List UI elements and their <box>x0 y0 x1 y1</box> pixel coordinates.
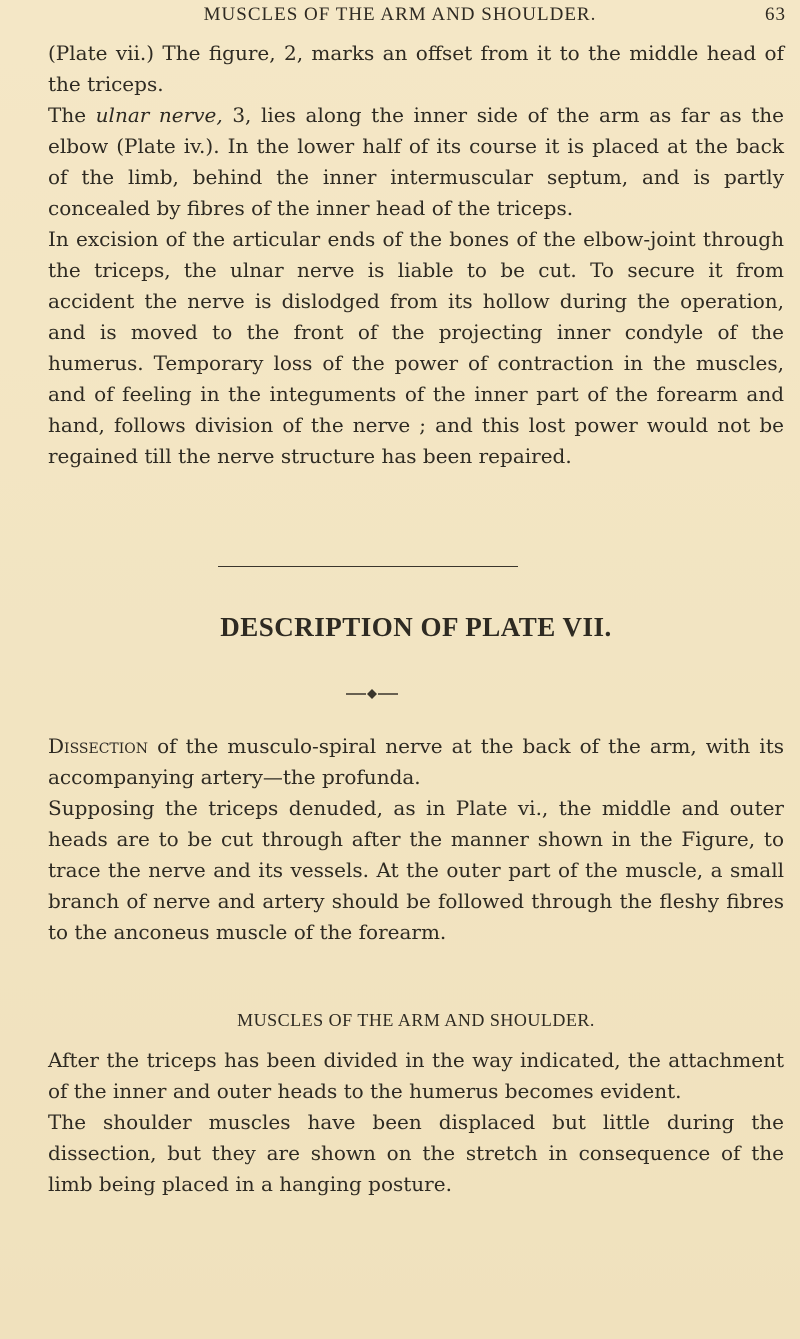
running-title: MUSCLES OF THE ARM AND SHOULDER. <box>203 4 597 25</box>
text-rest: 3, lies along the inner side of the arm as far as the elbow (Plate iv.). In the lower half of its course it is placed at the back of the limb, behind the inner intermuscular septum, and is partly concealed by fibres of the inner head of the triceps. <box>48 103 784 220</box>
paragraph: Supposing the triceps denuded, as in Plate vi., the middle and outer heads are to be cut through after the manner shown in the Figure, to trace the nerve and its vessels. At the outer part of the muscle, a small branch of nerve and artery should be followed through the fleshy fibres to the anconeus muscle of the forearm. <box>48 796 784 944</box>
paragraph: (Plate vii.) The figure, 2, marks an offset from it to the middle head of the triceps. <box>48 41 784 96</box>
paragraph-ulnar-nerve <box>48 100 784 224</box>
section-heading: MUSCLES OF THE ARM AND SHOULDER. <box>237 1010 595 1030</box>
page-number: 63 <box>765 4 786 25</box>
paragraph: After the triceps has been divided in the way indicated, the attachment of the inner and outer heads to the humerus becomes evident. <box>48 1048 784 1103</box>
text-rest: of the musculo-spiral nerve at the back of the arm, with its accompanying artery—the profunda. <box>48 734 784 789</box>
section-ulnar-nerve <box>48 38 784 472</box>
italic-term: ulnar nerve, <box>95 103 223 127</box>
divider-rule <box>218 566 518 567</box>
text-lead: The <box>48 103 96 127</box>
dissection-lead: Dissection <box>48 734 149 758</box>
section-plate-description <box>48 731 784 948</box>
paragraph-dissection <box>48 731 784 793</box>
paragraph: In excision of the articular ends of the bones of the elbow-joint through the triceps, the ulnar nerve is liable to be cut. To secure it from accident the nerve is dislodged from its hollow during the operation, and is moved to the front of the projecting inner condyle of the humerus. Temporary loss of the power of contraction in the muscles, and of feeling in the integuments of the inner part of the forearm and hand, follows division of the nerve ; and this lost power would not be regained till the nerve structure has been repaired. <box>48 227 784 468</box>
plate-heading: DESCRIPTION OF PLATE VII. <box>220 612 612 642</box>
section-muscles <box>48 1045 784 1200</box>
diamond-ornament-icon <box>342 688 402 700</box>
paragraph: The shoulder muscles have been displaced but little during the dissection, but they are shown on the stretch in consequence of the limb being placed in a hanging posture. <box>48 1110 784 1196</box>
running-head <box>0 4 800 34</box>
